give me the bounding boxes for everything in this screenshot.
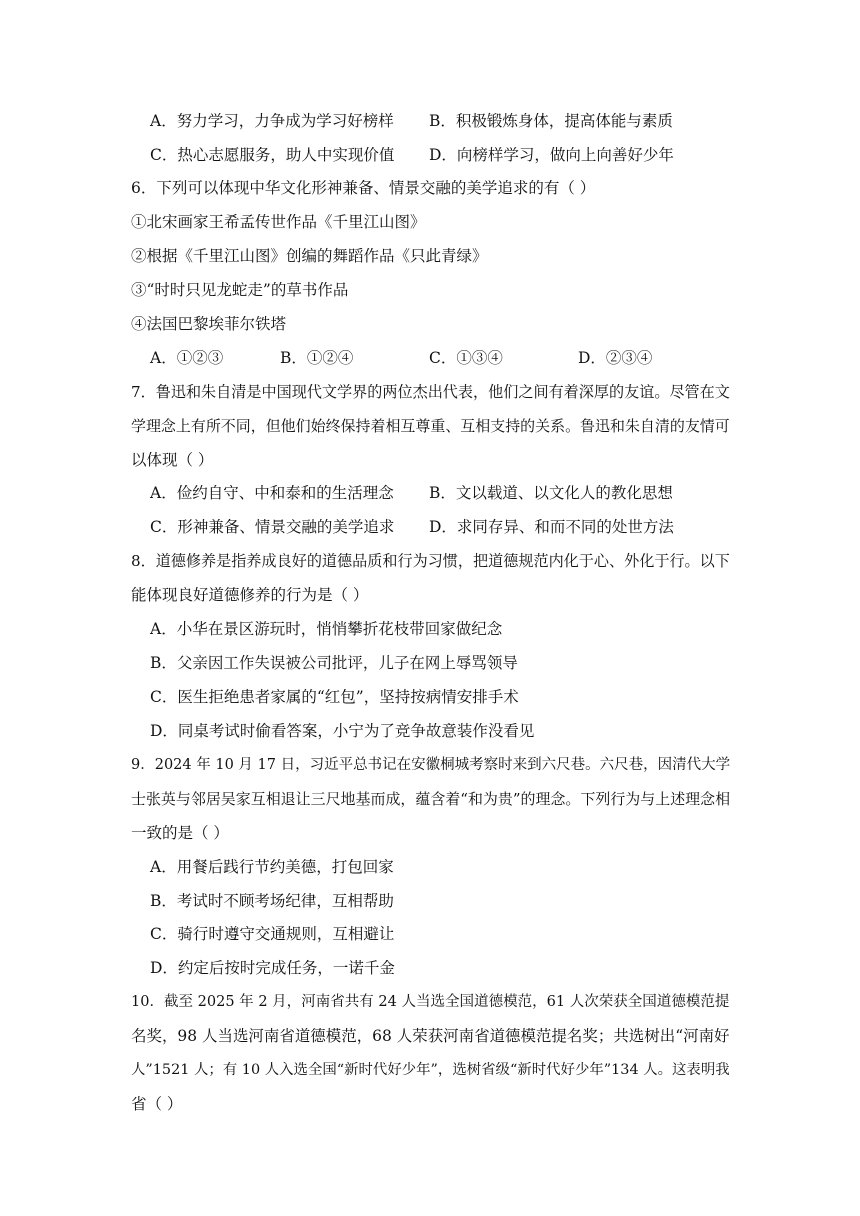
q9-option-c: C．骑行时遵守交通规则，互相避让 — [150, 925, 395, 943]
q7-option-c: C．形神兼备、情景交融的美学追求 — [150, 518, 395, 536]
q7-stem-line-2: 学理念上有所不同，但他们始终保持着相互尊重、互相支持的关系。鲁迅和朱自清的友情可 — [131, 417, 730, 435]
q6-option-b: B．①②④ — [280, 349, 354, 367]
q7-option-d: D．求同存异、和而不同的处世方法 — [429, 518, 674, 536]
q10-stem-line-1: 10．截至 2025 年 2 月，河南省共有 24 人当选全国道德模范，61 人次荣获全国道德模范提 — [131, 994, 730, 1010]
q7-option-b: B．文以载道、以文化人的教化思想 — [429, 484, 673, 502]
q6-option-d: D．②③④ — [578, 349, 653, 367]
q8-option-d: D．同桌考试时偷看答案，小宁为了竞争故意装作没看见 — [150, 722, 535, 740]
q9-option-d: D．约定后按时完成任务，一诺千金 — [150, 959, 395, 977]
q7-stem-line-3: 以体现（ ） — [131, 451, 214, 469]
q9-option-a: A．用餐后践行节约美德，打包回家 — [150, 858, 394, 876]
q6-item-1: ①北宋画家王希孟传世作品《千里江山图》 — [131, 213, 426, 231]
q6-option-c: C．①③④ — [429, 349, 503, 367]
q5-option-d: D．向榜样学习，做向上向善好少年 — [429, 146, 674, 164]
q6-item-3: ③“时时只见龙蛇走”的草书作品 — [131, 281, 349, 299]
q8-stem-line-2: 能体现良好道德修养的行为是（ ） — [131, 586, 369, 604]
q8-option-b: B．父亲因工作失误被公司批评，儿子在网上辱骂领导 — [150, 654, 518, 672]
q10-stem-line-3: 人”1521 人；有 10 人入选全国“新时代好少年”，选树省级“新时代好少年”134 人。这表明我 — [131, 1062, 730, 1078]
q5-option-b: B．积极锻炼身体，提高体能与素质 — [429, 112, 673, 130]
q6-option-a: A．①②③ — [150, 349, 224, 367]
q6-item-4: ④法国巴黎埃菲尔铁塔 — [131, 315, 287, 333]
q9-stem-line-2: 士张英与邻居吴家互相退让三尺地基而成，蕴含着“和为贵”的理念。下列行为与上述理念相 — [131, 790, 731, 808]
q9-stem-line-1: 9．2024 年 10 月 17 日，习近平总书记在安徽桐城考察时来到六尺巷。六尺巷，因清代大学 — [131, 757, 731, 773]
q8-stem-line-1: 8．道德修养是指养成良好的道德品质和行为习惯，把道德规范内化于心、外化于行。以下 — [131, 552, 730, 570]
q8-option-a: A．小华在景区游玩时，悄悄攀折花枝带回家做纪念 — [150, 620, 503, 638]
q7-option-a: A．俭约自守、中和泰和的生活理念 — [150, 484, 394, 502]
q6-stem: 6．下列可以体现中华文化形神兼备、情景交融的美学追求的有（ ） — [131, 179, 596, 197]
q9-stem-line-3: 一致的是（ ） — [131, 824, 229, 842]
q5-option-c: C．热心志愿服务，助人中实现价值 — [150, 146, 395, 164]
q8-option-c: C．医生拒绝患者家属的“红包”，坚持按病情安排手术 — [150, 688, 519, 706]
q5-option-a: A．努力学习，力争成为学习好榜样 — [150, 112, 394, 130]
q10-stem-line-2: 名奖，98 人当选河南省道德模范，68 人荣获河南省道德模范提名奖；共选树出“河南好 — [131, 1027, 730, 1045]
q7-stem-line-1: 7．鲁迅和朱自清是中国现代文学界的两位杰出代表，他们之间有着深厚的友谊。尽管在文 — [131, 383, 730, 401]
q9-option-b: B．考试时不顾考场纪律，互相帮助 — [150, 892, 394, 910]
q10-stem-line-4: 省（ ） — [131, 1095, 183, 1113]
q6-item-2: ②根据《千里江山图》创编的舞蹈作品《只此青绿》 — [131, 247, 488, 265]
